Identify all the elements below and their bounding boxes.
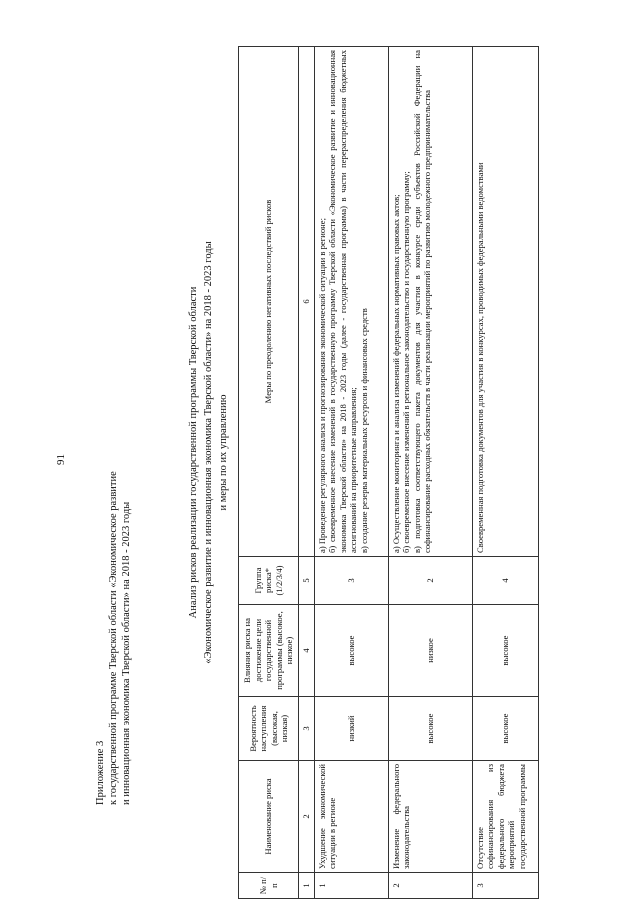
risk-probability: высокое: [472, 697, 538, 761]
measure-item: а) Осуществление мониторинга и анализа изменений федеральных нормативных правовых актов;: [390, 194, 401, 553]
risk-name: Отсутствие софинансирования из федерального бюджета мероприятий государственной программы: [472, 761, 538, 873]
row-num: 1: [314, 873, 388, 899]
risk-group: 4: [472, 557, 538, 605]
title-line-3: и меры по их управлению: [218, 394, 229, 511]
risk-probability: низкий: [314, 697, 388, 761]
table-row: [388, 47, 472, 899]
risk-influence: высокое: [472, 605, 538, 697]
col-number: 3: [299, 697, 315, 761]
measure-item: Своевременная подготовка документов для участия в конкурсах, проводимых федеральными ведомствами: [474, 162, 485, 553]
header-probability: Вероятность наступления (высокая, низкая): [239, 697, 299, 761]
title-line-1: Анализ рисков реализации государственной программы Тверской области: [188, 286, 199, 619]
risk-group: 3: [314, 557, 388, 605]
header-num: № п/п: [239, 873, 299, 899]
column-number-row: [299, 47, 315, 899]
appendix-line-2: к государственной программе Тверской области «Экономическое развитие: [108, 471, 119, 805]
col-number: 4: [299, 605, 315, 697]
measure-item: б) своевременное внесение изменений в государственную программу Тверской области «Экономическое развитие и инновационная экономика Тверской области» на 2018 - 2023 годы (далее - государственная программа) в части перераспределения бюджетных ассигнований на приоритетные направления;: [327, 50, 358, 553]
risk-probability: высокое: [388, 697, 472, 761]
appendix-line-1: Приложение 3: [95, 740, 106, 805]
header-measures: Меры по преодолению негативных последствий рисков: [239, 47, 299, 557]
col-number: 2: [299, 761, 315, 873]
header-group: Группа риска* (1/2/3/4): [239, 557, 299, 605]
row-num: 2: [388, 873, 472, 899]
measure-item: в) подготовка соответствующего пакета документов для участия в конкурсе среди субъектов Российской Федерации на софинансирование расходных обязательств в части реализации мероприятий по развитию молодежного предпринимательства: [411, 50, 432, 553]
col-number: 5: [299, 557, 315, 605]
appendix-line-3: и инновационная экономика Тверской области» на 2018 - 2023 годы: [121, 501, 132, 805]
measure-item: в) создание резерва материальных ресурсов и финансовых средств: [358, 308, 369, 553]
table-row: [472, 47, 538, 899]
measure-item: а) Проведение регулярного анализа и прогнозирования экономической ситуации в регионе;: [316, 218, 327, 553]
risk-name: Ухудшение экономической ситуации в регионе: [314, 761, 388, 873]
risk-name: Изменение федерального законодательства: [388, 761, 472, 873]
risk-influence: высокое: [314, 605, 388, 697]
risk-measures: [314, 47, 388, 557]
risk-table: [238, 46, 539, 899]
appendix-caption: [94, 471, 133, 805]
table-header-row: [239, 47, 299, 899]
table-row: [314, 47, 388, 899]
row-num: 3: [472, 873, 538, 899]
title-line-2: «Экономическое развитие и инновационная экономика Тверской области» на 2018 - 2023 годы: [203, 241, 214, 664]
risk-influence: низкое: [388, 605, 472, 697]
page-number: 91: [55, 454, 67, 465]
col-number: 1: [299, 873, 315, 899]
risk-measures: [472, 47, 538, 557]
header-risk-name: Наименование риска: [239, 761, 299, 873]
col-number: 6: [299, 47, 315, 557]
header-influence: Влияния риска на достижение цели государственной программы (высокое, низкое): [239, 605, 299, 697]
risk-group: 2: [388, 557, 472, 605]
measure-item: б) своевременное внесение изменений в региональное законодательство и государственную программу;: [401, 171, 411, 553]
risk-measures: [388, 47, 472, 557]
